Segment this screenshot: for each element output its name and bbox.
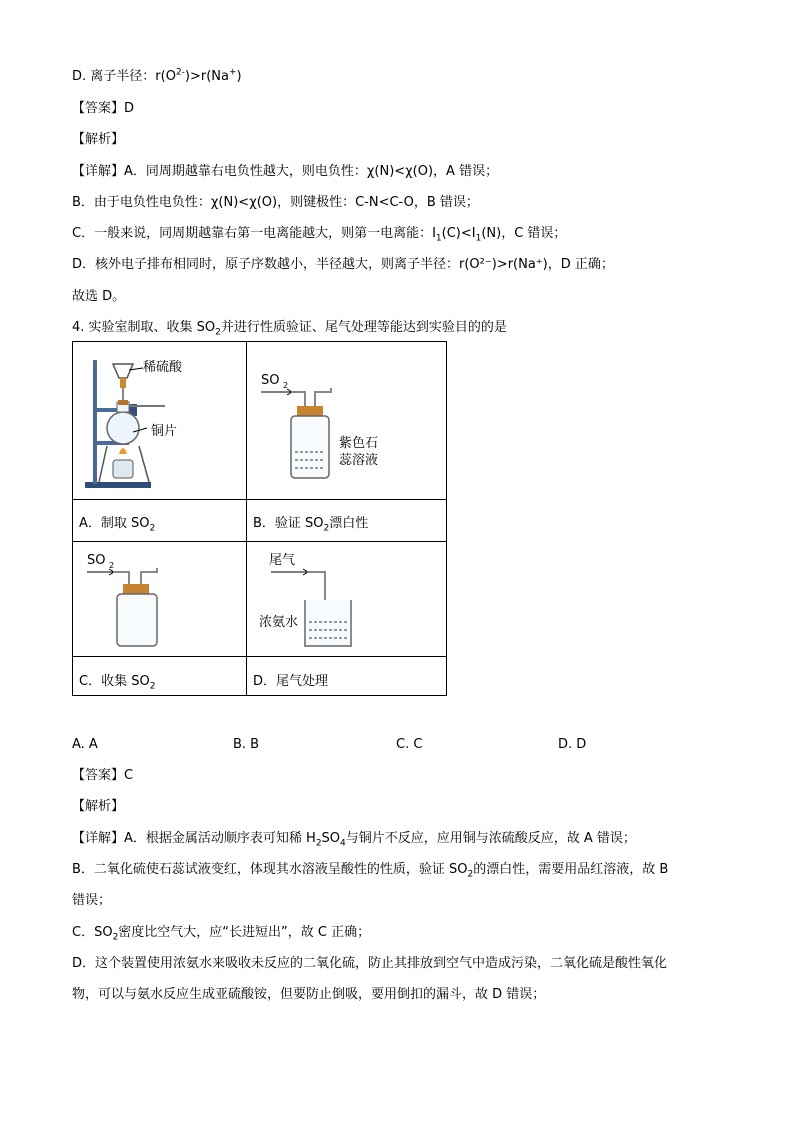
label-copper-sheet: 铜片 — [151, 424, 178, 439]
analysis-label: 【解析】 — [72, 799, 125, 814]
prev-detail-d: D．核外电子排布相同时，原子序数越小，半径越大，则离子半径：r(O²⁻)>r(Na⁺)，D 正确； — [72, 257, 614, 272]
label-so2-b: SO — [261, 373, 280, 388]
figure-a — [73, 342, 246, 499]
figure-b — [247, 342, 448, 499]
prev-analysis-label: 【解析】 — [72, 132, 125, 147]
detail-d-line2: 物，可以与氨水反应生成亚硫酸铵，但要防止倒吸，要用倒扣的漏斗，故 D 错误； — [72, 987, 546, 1002]
caption-d: D．尾气处理 — [253, 674, 329, 689]
label-exhaust-gas: 尾气 — [269, 553, 296, 568]
generation-apparatus-figure — [73, 342, 246, 499]
prev-detail-a: 【详解】A．同周期越靠右电负性越大，则电负性：χ(N)<χ(O)，A 错误； — [72, 164, 499, 179]
caption-a: A．制取 $SO_2$ — [79, 516, 156, 534]
svg-text:2: 2 — [283, 381, 289, 390]
caption-c: C．收集 $SO_2$ — [79, 674, 156, 692]
prev-detail-c: C．一般来说，同周期越靠右第一电离能越大，则第一电离能：$I_1(C)<I_1(N)$，C 错误； — [72, 226, 567, 244]
apparatus-table — [72, 341, 447, 696]
prev-conclusion: 故选 D。 — [72, 289, 126, 304]
label-conc-ammonia: 浓氨水 — [259, 615, 299, 630]
prev-option-d: D. 离子半径：$r(O^{2-})>r(Na^+)$ — [72, 67, 242, 84]
litmus-bottle-figure — [247, 342, 448, 499]
detail-c: C．$SO_2$密度比空气大，应“长进短出”，故 C 正确； — [72, 925, 371, 943]
question-4-stem: 4. 实验室制取、收集 $SO_2$并进行性质验证、尾气处理等能达到实验目的的是 — [72, 320, 507, 338]
caption-b: B．验证 $SO_2$漂白性 — [253, 516, 369, 534]
exhaust-absorption-figure — [247, 542, 448, 656]
label-purple-litmus: 紫色石 — [339, 436, 379, 451]
label-litmus-solution: 蕊溶液 — [339, 453, 379, 468]
collection-bottle-figure — [73, 542, 246, 656]
detail-d-line1: D．这个装置使用浓氨水来吸收未反应的二氧化硫，防止其排放到空气中造成污染，二氧化硫是酸性氧化 — [72, 956, 668, 971]
prev-answer: 【答案】D — [72, 101, 135, 116]
label-dilute-sulfuric-acid: 稀硫酸 — [143, 360, 183, 375]
svg-text:2: 2 — [109, 561, 115, 570]
detail-b-line2: 错误； — [72, 893, 112, 908]
option-a: A. A — [72, 737, 98, 752]
option-b: B. B — [233, 737, 260, 752]
option-d: D. D — [558, 737, 587, 752]
label-so2-c: SO — [87, 553, 106, 568]
figure-d — [247, 542, 448, 656]
figure-c — [73, 542, 246, 656]
option-c: C. C — [396, 737, 423, 752]
detail-a: 【详解】A．根据金属活动顺序表可知稀 $H_2SO_4$与铜片不反应，应用铜与浓硫酸反应，故 A 错误； — [72, 831, 636, 849]
prev-detail-b: B．由于电负性电负性：χ(N)<χ(O)，则键极性：C-N<C-O，B 错误； — [72, 195, 479, 210]
detail-b-line1: B．二氧化硫使石蕊试液变红，体现其水溶液呈酸性的性质，验证 $SO_2$的漂白性，需要用品红溶液，故 B — [72, 862, 669, 880]
answer: 【答案】C — [72, 768, 134, 783]
